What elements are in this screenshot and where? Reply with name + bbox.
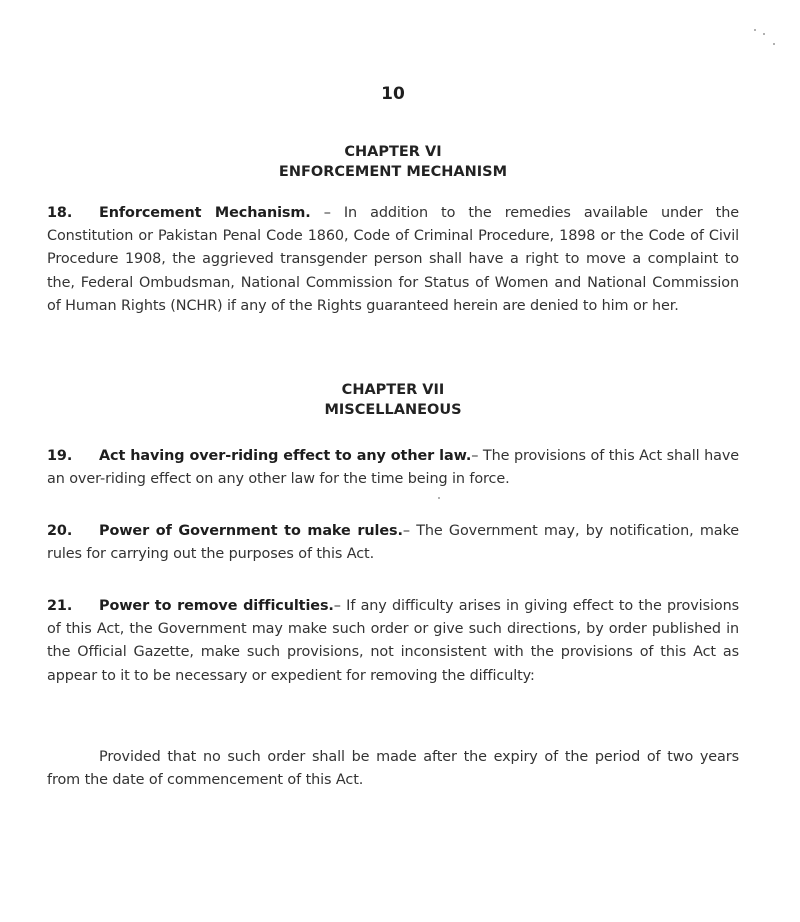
chapter-vii-header — [0, 380, 786, 420]
section-number: 21. — [47, 598, 73, 614]
section-heading: Power to remove difficulties. — [99, 598, 334, 614]
scan-speck — [763, 33, 765, 35]
section-body: – In addition to the remedies available under the Constitution or Pakistan Penal Code 1860, Code of Criminal Procedure, 1898 or the Code of Civil Procedure 1908, the aggrieved transgender person shall have a right to move a complaint to the, Federal Ombudsman, National Commission for Status of Women and National Commission of Human Rights (NCHR) if any of the Rights guaranteed herein are denied to him or her. — [47, 205, 739, 314]
section-number: 18. — [47, 205, 73, 221]
proviso-paragraph: Provided that no such order shall be made after the expiry of the period of two years from the date of commencement of this Act. — [47, 749, 739, 789]
section-body: – The provisions of this Act shall have an over-riding effect on any other law for the time being in force. — [47, 448, 739, 488]
scan-speck — [773, 43, 775, 45]
section-heading: Enforcement Mechanism. — [99, 205, 311, 221]
section-number: 19. — [47, 448, 73, 464]
chapter-subtitle: MISCELLANEOUS — [324, 402, 462, 418]
chapter-subtitle: ENFORCEMENT MECHANISM — [278, 164, 508, 180]
section-heading: Power of Government to make rules. — [99, 523, 403, 539]
section-20 — [47, 520, 739, 566]
scan-speck — [438, 497, 440, 499]
section-number: 20. — [47, 523, 73, 539]
section-18 — [47, 202, 739, 318]
chapter-title: CHAPTER VII — [341, 382, 445, 398]
section-body: – If any difficulty arises in giving effect to the provisions of this Act, the Government may make such order or give such directions, by order published in the Official Gazette, make such provisions, not inconsistent with the provisions of this Act as appear to it to be necessary or expedient for removing the difficulty: — [47, 598, 739, 684]
section-19 — [47, 445, 739, 491]
scan-speck — [754, 29, 756, 31]
section-heading: Act having over-riding effect to any other law. — [99, 448, 472, 464]
section-21 — [47, 595, 739, 688]
chapter-title: CHAPTER VI — [344, 144, 442, 160]
page-number: 10 — [381, 84, 405, 104]
section-body: – The Government may, by notification, make rules for carrying out the purposes of this Act. — [47, 523, 739, 563]
chapter-vi-header — [0, 142, 786, 182]
